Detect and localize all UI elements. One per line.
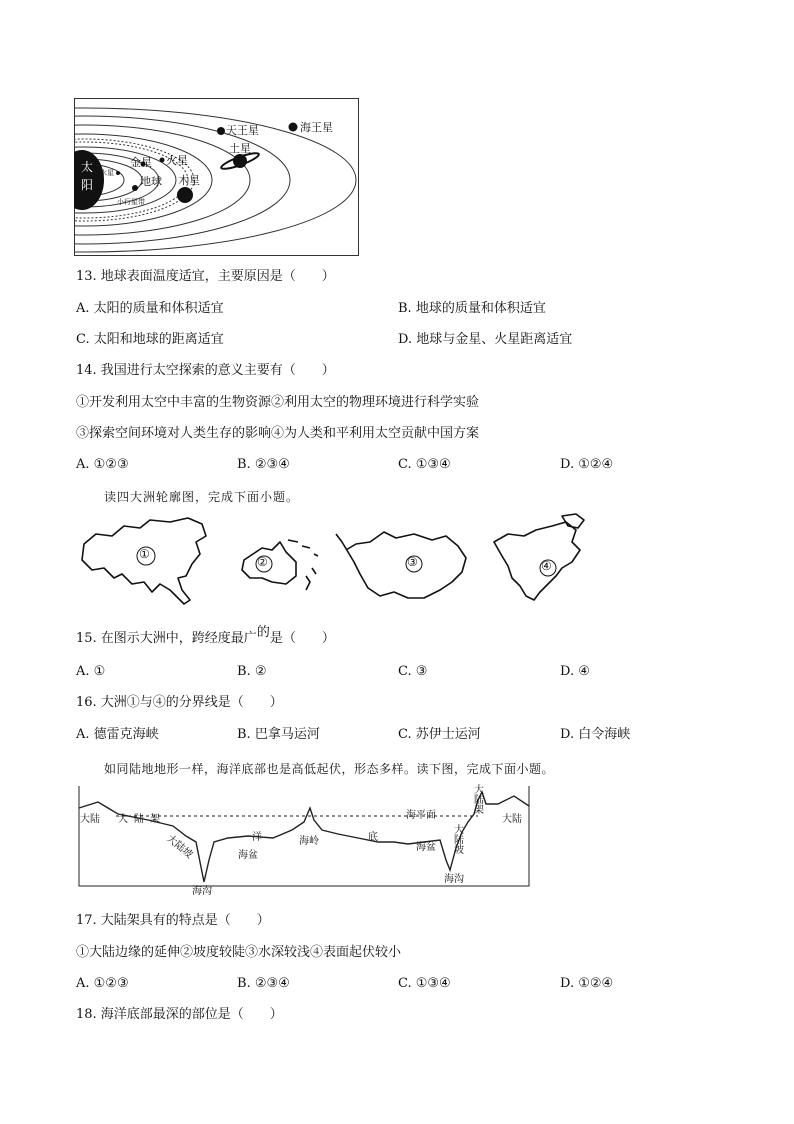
q15-stem-raised-char: 的 bbox=[256, 625, 270, 640]
ridge-label: 海岭 bbox=[299, 836, 319, 847]
uranus-label: 天王星 bbox=[226, 124, 259, 137]
mercury-icon bbox=[116, 171, 120, 175]
q15-option-b[interactable]: B. ② bbox=[237, 664, 267, 679]
continent-1-label: ① bbox=[139, 547, 150, 561]
shelf-right-label: 大陆架 bbox=[474, 785, 484, 816]
antarctica-outline bbox=[336, 532, 466, 598]
q17-option-d[interactable]: D. ①②④ bbox=[560, 976, 614, 991]
trench-left-label: 海沟 bbox=[192, 886, 212, 897]
q14-option-a[interactable]: A. ①②③ bbox=[76, 457, 129, 472]
q16-option-a[interactable]: A. 德雷克海峡 bbox=[76, 727, 159, 742]
slope-left-label: 大陆坡 bbox=[164, 833, 195, 861]
q15-option-a[interactable]: A. ① bbox=[76, 664, 106, 679]
basin-right-label: 海盆 bbox=[416, 842, 436, 853]
q17-option-a[interactable]: A. ①②③ bbox=[76, 976, 129, 991]
uranus-icon bbox=[217, 127, 225, 135]
mars-icon bbox=[160, 158, 165, 163]
bottom-char-label: 底 bbox=[368, 832, 378, 843]
q16-option-d[interactable]: D. 白令海峡 bbox=[560, 727, 631, 742]
q15-option-c[interactable]: C. ③ bbox=[398, 664, 428, 679]
continent-outlines-figure bbox=[74, 512, 594, 612]
ocean-floor-figure bbox=[78, 785, 530, 897]
continent-3-label: ③ bbox=[407, 555, 418, 569]
q15-stem-part-1: 15. 在图示大洲中，跨经度最广 bbox=[76, 631, 257, 646]
mars-label: 火星 bbox=[166, 154, 188, 167]
trench-right-label: 海沟 bbox=[444, 874, 464, 885]
q17-stem: 17. 大陆架具有的特点是（ ） bbox=[76, 913, 270, 928]
saturn-label: 土星 bbox=[229, 142, 251, 155]
asia-outline bbox=[82, 518, 206, 604]
q17-option-b[interactable]: B. ②③④ bbox=[237, 976, 290, 991]
jupiter-icon bbox=[177, 187, 193, 203]
venus-label: 金星 bbox=[130, 156, 152, 169]
q13-option-c[interactable]: C. 太阳和地球的距离适宜 bbox=[76, 332, 224, 347]
q16-option-b[interactable]: B. 巴拿马运河 bbox=[237, 727, 320, 742]
q14-statement-line-1: ①开发利用太空中丰富的生物资源②利用太空的物理环境进行科学实验 bbox=[76, 395, 480, 410]
q16-stem: 16. 大洲①与④的分界线是（ ） bbox=[76, 695, 283, 710]
q13-option-b[interactable]: B. 地球的质量和体积适宜 bbox=[398, 301, 546, 316]
q14-statement-line-2: ③探索空间环境对人类生存的影响④为人类和平利用太空贡献中国方案 bbox=[76, 426, 480, 441]
q13-option-a[interactable]: A. 太阳的质量和体积适宜 bbox=[76, 301, 224, 316]
q14-option-d[interactable]: D. ①②④ bbox=[560, 457, 614, 472]
new-zealand-outline bbox=[306, 568, 316, 590]
q13-stem: 13. 地球表面温度适宜，主要原因是（ ） bbox=[76, 269, 335, 284]
q14-stem: 14. 我国进行太空探索的意义主要有（ ） bbox=[76, 363, 335, 378]
mercury-label: 水星 bbox=[100, 169, 114, 177]
q15-stem bbox=[76, 625, 335, 648]
islands-outline bbox=[288, 540, 318, 556]
q16-option-c[interactable]: C. 苏伊士运河 bbox=[398, 727, 481, 742]
q17-option-c[interactable]: C. ①③④ bbox=[398, 976, 451, 991]
q13-option-d[interactable]: D. 地球与金星、火星距离适宜 bbox=[398, 332, 573, 347]
continent-outlines bbox=[74, 512, 594, 612]
sun-label: 太阳 bbox=[81, 160, 94, 192]
asteroid-belt-label: 小行星带 bbox=[117, 198, 145, 206]
neptune-icon bbox=[289, 123, 298, 132]
jupiter-label: 木星 bbox=[178, 174, 200, 187]
q14-option-b[interactable]: B. ②③④ bbox=[237, 457, 290, 472]
q14-option-c[interactable]: C. ①③④ bbox=[398, 457, 451, 472]
solar-system-figure bbox=[74, 98, 360, 256]
q18-stem: 18. 海洋底部最深的部位是（ ） bbox=[76, 1007, 283, 1022]
continents-intro: 读四大洲轮廓图，完成下面小题。 bbox=[104, 490, 300, 504]
ocean-char-label: 洋 bbox=[252, 832, 262, 843]
sea-level-label: 海平面 bbox=[406, 810, 436, 821]
mainland-right-label: 大陆 bbox=[502, 814, 522, 825]
basin-left-label: 海盆 bbox=[238, 850, 258, 861]
shelf-left-label: 大陆架 bbox=[118, 814, 166, 825]
north-america-outline bbox=[494, 522, 580, 600]
earth-icon bbox=[132, 185, 138, 191]
neptune-label: 海王星 bbox=[300, 121, 333, 134]
q17-statement-line: ①大陆边缘的延伸②坡度较陡③水深较浅④表面起伏较小 bbox=[76, 945, 402, 960]
q15-stem-part-2: 是（ ） bbox=[269, 631, 335, 646]
greenland-outline bbox=[562, 514, 584, 528]
earth-label: 地球 bbox=[140, 175, 162, 188]
australia-outline bbox=[242, 542, 296, 584]
q15-option-d[interactable]: D. ④ bbox=[560, 664, 590, 679]
ocean-intro: 如同陆地地形一样，海洋底部也是高低起伏，形态多样。读下图，完成下面小题。 bbox=[104, 762, 555, 776]
slope-right-label: 大陆坡 bbox=[454, 825, 464, 856]
continent-2-label: ② bbox=[257, 555, 268, 569]
continent-4-label: ④ bbox=[541, 559, 552, 573]
mainland-left-label: 大陆 bbox=[80, 814, 100, 825]
